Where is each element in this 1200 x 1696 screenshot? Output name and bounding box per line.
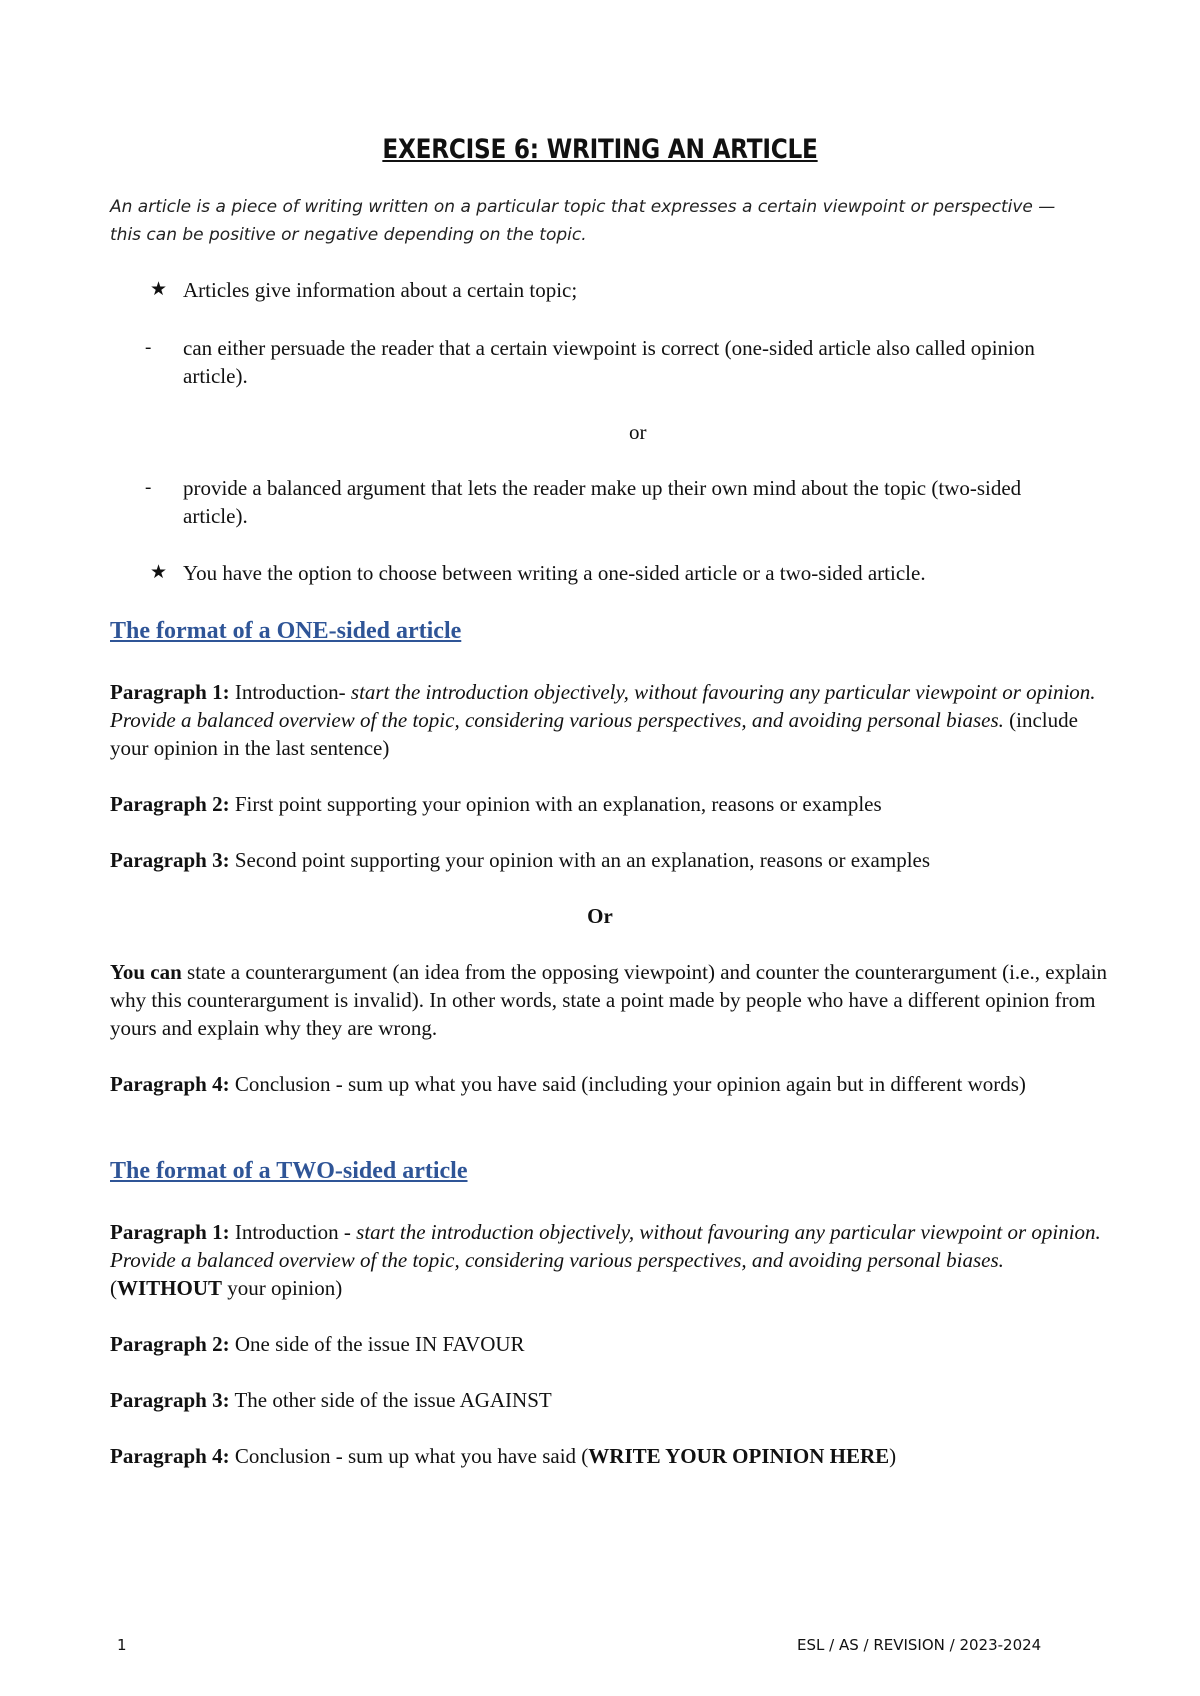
tail-close: your opinion) [222,1276,343,1300]
label: Paragraph 1: [110,1220,230,1244]
one-sided-paragraph-3 [110,846,1110,874]
one-sided-paragraph-2 [110,790,1110,818]
label: Paragraph 1: [110,680,230,704]
dash-bullet-icon: - [145,477,152,498]
bullet-articles-info: Articles give information about a certain topic; [183,278,578,302]
one-sided-heading: The format of a ONE-sided article [110,618,462,644]
one-sided-paragraph-4 [110,1070,1110,1098]
close-text: ) [889,1444,897,1468]
label: Paragraph 3: [110,1388,230,1412]
italic-text: start the introduction objectively, without favouring any particular viewpoint or opinion. Provide a balanced overview of the topic, considering various perspectives, and avoiding personal biases. [110,680,1096,732]
bold-text: WRITE YOUR OPINION HERE [588,1444,890,1468]
two-sided-paragraph-1 [110,1218,1110,1302]
text: Introduction - [229,1220,357,1244]
text: Introduction- [229,680,351,704]
or-separator: Or [587,904,613,928]
label: Paragraph 4: [110,1072,230,1096]
two-sided-paragraph-4 [110,1442,1110,1470]
tail-bold: WITHOUT [117,1276,223,1300]
text: Second point supporting your opinion with an an explanation, reasons or examples [229,848,931,872]
text: Conclusion - sum up what you have said (including your opinion again but in different words) [229,1072,1026,1096]
bullet-persuade: can either persuade the reader that a certain viewpoint is correct (one-sided article also called opinion article). [183,336,1035,388]
tail-text: (include your opinion in the last sentence) [110,708,1078,760]
star-bullet-icon: ★ [150,279,168,300]
counterargument-paragraph [110,958,1110,1042]
label: You can [110,960,182,984]
page-title: EXERCISE 6: WRITING AN ARTICLE [382,134,818,165]
label: Paragraph 2: [110,1332,230,1356]
or-separator-small: or [629,420,647,444]
label: Paragraph 2: [110,792,230,816]
text: First point supporting your opinion with an explanation, reasons or examples [229,792,882,816]
star-bullet-icon: ★ [150,562,168,583]
two-sided-paragraph-2 [110,1330,1110,1358]
italic-text: start the introduction objectively, without favouring any particular viewpoint or opinion. Provide a balanced overview of the topic, considering various perspectives, and avoiding personal biases. [110,1220,1101,1272]
one-sided-paragraph-1 [110,678,1110,762]
bullet-balanced: provide a balanced argument that lets the reader make up their own mind about the topic (two-sided article). [183,476,1022,528]
label: Paragraph 3: [110,848,230,872]
text: Conclusion - sum up what you have said ( [229,1444,589,1468]
tail-open: ( [110,1276,117,1300]
intro-text: An article is a piece of writing written on a particular topic that expresses a certain viewpoint or perspective — this can be positive or negative depending on the topic. [110,197,1056,245]
text: The other side of the issue AGAINST [229,1388,552,1412]
two-sided-heading: The format of a TWO-sided article [110,1158,468,1184]
dash-bullet-icon: - [145,337,152,358]
bullet-option: You have the option to choose between writing a one-sided article or a two-sided article. [183,561,926,585]
text: One side of the issue IN FAVOUR [229,1332,525,1356]
page-number: 1 [117,1636,127,1654]
label: Paragraph 4: [110,1444,230,1468]
two-sided-paragraph-3 [110,1386,1110,1414]
footer-course-label: ESL / AS / REVISION / 2023-2024 [797,1636,1042,1654]
text: state a counterargument (an idea from the opposing viewpoint) and counter the counterargument (i.e., explain why this counterargument is invalid). In other words, state a point made by people who have a different opinion from yours and explain why they are wrong. [110,960,1108,1040]
